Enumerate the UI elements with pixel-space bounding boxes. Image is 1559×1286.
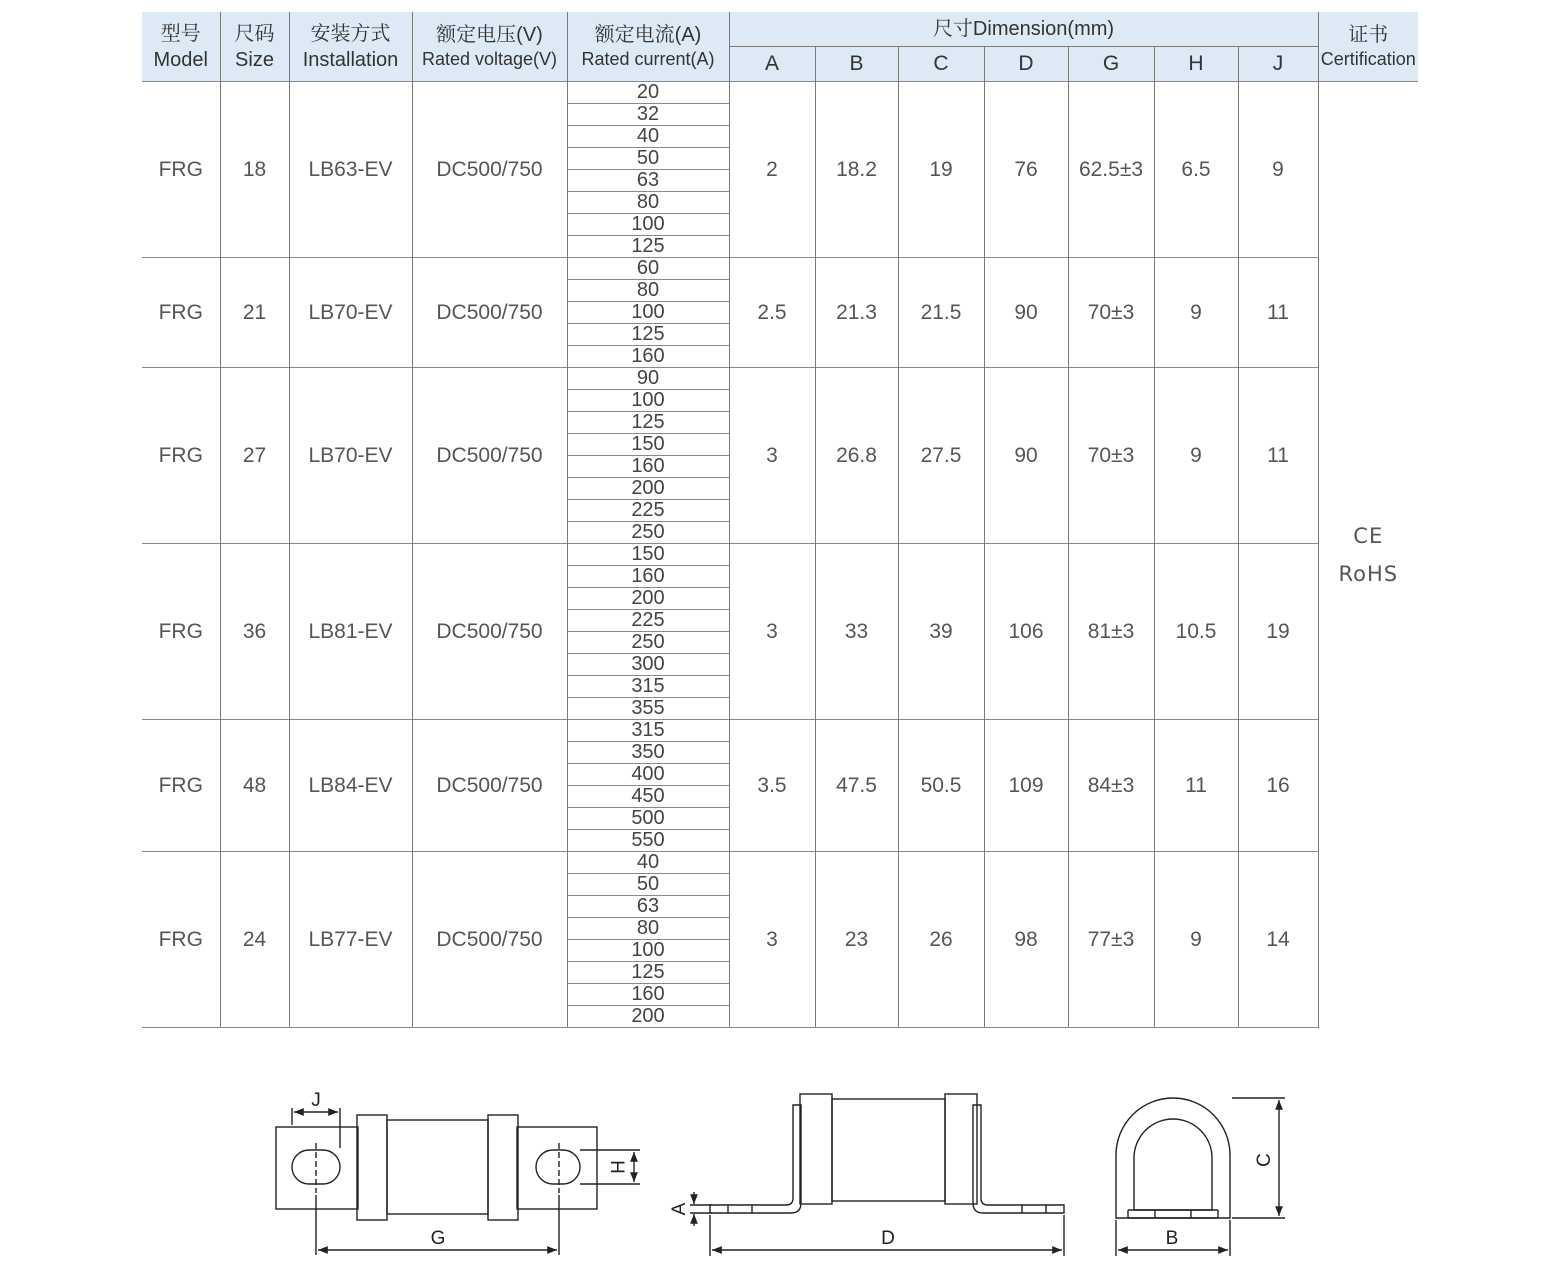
header-installation-cn: 安装方式 <box>310 22 391 45</box>
current-value: 100 <box>568 213 729 235</box>
header-voltage-en: Rated voltage(V) <box>421 48 558 69</box>
cell-dim-d: 106 <box>984 544 1068 720</box>
current-value: 500 <box>568 807 729 829</box>
current-value: 63 <box>568 895 729 917</box>
current-value: 80 <box>568 279 729 301</box>
cell-size: 21 <box>220 258 289 368</box>
cell-dim-a: 2.5 <box>729 258 815 368</box>
cell-dim-h: 6.5 <box>1154 82 1238 258</box>
cell-dim-h: 11 <box>1154 720 1238 852</box>
cell-size: 24 <box>220 852 289 1028</box>
right-blade <box>517 1127 597 1209</box>
current-value: 100 <box>568 939 729 961</box>
cell-dim-g: 77±3 <box>1068 852 1154 1028</box>
cell-dim-c: 19 <box>898 82 984 258</box>
cell-dim-g: 62.5±3 <box>1068 82 1154 258</box>
header-certification-cn: 证书 <box>1348 23 1389 46</box>
current-value: 355 <box>568 697 729 719</box>
current-value: 40 <box>568 125 729 147</box>
label-a: A <box>669 1202 691 1216</box>
cell-rated-currents <box>567 720 729 852</box>
header-size-cn: 尺码 <box>234 22 275 45</box>
current-value: 50 <box>568 147 729 169</box>
right-slot <box>536 1150 580 1184</box>
cell-voltage: DC500/750 <box>412 368 567 544</box>
right-terminal <box>973 1105 1064 1213</box>
cell-size: 18 <box>220 82 289 258</box>
cell-dim-c: 39 <box>898 544 984 720</box>
current-value: 20 <box>636 81 660 103</box>
header-model <box>142 12 220 82</box>
cell-dim-d: 98 <box>984 852 1068 1028</box>
header-model-cn: 型号 <box>160 22 201 45</box>
table-row <box>142 258 1418 368</box>
current-value: 315 <box>631 719 665 741</box>
header-installation <box>289 12 412 82</box>
cell-dim-j: 14 <box>1238 852 1318 1028</box>
cell-model: FRG <box>142 258 220 368</box>
cell-dim-b: 26.8 <box>815 368 898 544</box>
cell-voltage: DC500/750 <box>412 258 567 368</box>
cell-dim-a: 3 <box>729 544 815 720</box>
header-dim-b: B <box>815 47 898 82</box>
left-blade <box>276 1127 358 1209</box>
table-row <box>142 852 1418 1028</box>
label-h: H <box>605 1160 627 1174</box>
cell-model: FRG <box>142 852 220 1028</box>
cell-dim-j: 11 <box>1238 368 1318 544</box>
cell-dim-b: 47.5 <box>815 720 898 852</box>
cell-rated-currents <box>567 544 729 720</box>
cell-dim-g: 70±3 <box>1068 368 1154 544</box>
cell-dim-b: 21.3 <box>815 258 898 368</box>
cell-dim-a: 3 <box>729 368 815 544</box>
cell-size: 36 <box>220 544 289 720</box>
current-list <box>568 82 729 257</box>
current-list <box>568 720 729 851</box>
cell-dim-d: 90 <box>984 258 1068 368</box>
current-value: 250 <box>568 521 729 543</box>
current-value: 250 <box>568 631 729 653</box>
cell-installation: LB77-EV <box>289 852 412 1028</box>
dimension-drawings <box>0 1060 1559 1286</box>
current-list <box>568 544 729 719</box>
cell-dim-j: 16 <box>1238 720 1318 852</box>
header-dim-h: H <box>1154 47 1238 82</box>
right-cap <box>488 1115 518 1220</box>
current-value: 32 <box>568 103 729 125</box>
table-row <box>142 82 1418 258</box>
header-current-en: Rated current(A) <box>581 48 715 69</box>
current-value: 160 <box>568 345 729 367</box>
current-value: 225 <box>568 609 729 631</box>
current-value: 125 <box>568 961 729 983</box>
current-value: 80 <box>568 917 729 939</box>
cell-certification <box>1318 82 1418 1028</box>
current-value: 63 <box>568 169 729 191</box>
cell-size: 27 <box>220 368 289 544</box>
current-value: 100 <box>568 389 729 411</box>
header-dim-j: J <box>1238 47 1318 82</box>
current-value: 50 <box>568 873 729 895</box>
current-value: 125 <box>568 323 729 345</box>
spec-table-body <box>142 82 1418 1028</box>
cell-model: FRG <box>142 720 220 852</box>
current-value: 315 <box>568 675 729 697</box>
cell-voltage: DC500/750 <box>412 852 567 1028</box>
cell-installation: LB70-EV <box>289 368 412 544</box>
cell-dim-g: 84±3 <box>1068 720 1154 852</box>
side-body <box>832 1099 945 1201</box>
label-b: B <box>1165 1228 1179 1249</box>
fuse-side-view <box>690 1094 1064 1256</box>
current-value: 160 <box>568 565 729 587</box>
cell-dim-c: 50.5 <box>898 720 984 852</box>
current-value: 150 <box>568 433 729 455</box>
header-dim-a: A <box>729 47 815 82</box>
header-installation-en: Installation <box>302 48 399 71</box>
header-size-en: Size <box>235 48 274 71</box>
label-j: J <box>311 1090 321 1111</box>
cell-dim-c: 21.5 <box>898 258 984 368</box>
cell-installation: LB70-EV <box>289 258 412 368</box>
header-size <box>220 12 289 82</box>
cell-voltage: DC500/750 <box>412 544 567 720</box>
current-value: 150 <box>631 543 665 565</box>
label-g: G <box>430 1228 446 1249</box>
cell-dim-j: 9 <box>1238 82 1318 258</box>
cell-rated-currents <box>567 852 729 1028</box>
cell-installation: LB81-EV <box>289 544 412 720</box>
current-list <box>568 258 729 367</box>
current-value: 160 <box>568 983 729 1005</box>
current-value: 125 <box>568 235 729 257</box>
current-value: 225 <box>568 499 729 521</box>
header-voltage <box>412 12 567 82</box>
cell-dim-g: 70±3 <box>1068 258 1154 368</box>
spec-table <box>142 12 1418 1028</box>
current-list <box>568 368 729 543</box>
end-outer-profile <box>1116 1098 1230 1218</box>
cell-dim-a: 3 <box>729 852 815 1028</box>
cell-dim-j: 19 <box>1238 544 1318 720</box>
cell-voltage: DC500/750 <box>412 720 567 852</box>
cell-dim-h: 10.5 <box>1154 544 1238 720</box>
table-row <box>142 720 1418 852</box>
cell-installation: LB84-EV <box>289 720 412 852</box>
cell-dim-b: 23 <box>815 852 898 1028</box>
current-value: 200 <box>568 587 729 609</box>
cell-dim-d: 76 <box>984 82 1068 258</box>
current-value: 550 <box>568 829 729 851</box>
current-value: 300 <box>568 653 729 675</box>
end-inner-profile <box>1134 1119 1212 1210</box>
current-value: 60 <box>636 257 660 279</box>
cell-dim-h: 9 <box>1154 368 1238 544</box>
side-left-cap <box>800 1094 832 1204</box>
cell-model: FRG <box>142 544 220 720</box>
cell-dim-h: 9 <box>1154 852 1238 1028</box>
cell-dim-d: 90 <box>984 368 1068 544</box>
cell-dim-d: 109 <box>984 720 1068 852</box>
certification-mark: CE <box>1353 523 1384 548</box>
current-value: 40 <box>636 851 660 873</box>
header-dim-g: G <box>1068 47 1154 82</box>
certification-mark: RoHS <box>1338 561 1399 586</box>
current-value: 200 <box>568 477 729 499</box>
cell-dim-a: 2 <box>729 82 815 258</box>
header-model-en: Model <box>153 48 208 71</box>
header-current <box>567 12 729 82</box>
cell-installation: LB63-EV <box>289 82 412 258</box>
current-value: 160 <box>568 455 729 477</box>
fuse-top-view <box>276 1108 640 1255</box>
current-value: 80 <box>568 191 729 213</box>
cell-dim-g: 81±3 <box>1068 544 1154 720</box>
header-certification <box>1318 12 1418 82</box>
side-right-cap <box>945 1094 977 1204</box>
current-value: 90 <box>636 367 660 389</box>
current-list <box>568 852 729 1027</box>
current-value: 450 <box>568 785 729 807</box>
cell-dim-c: 27.5 <box>898 368 984 544</box>
header-dim-d: D <box>984 47 1068 82</box>
cell-dim-b: 18.2 <box>815 82 898 258</box>
fuse-end-view <box>1116 1098 1285 1256</box>
current-value: 125 <box>568 411 729 433</box>
current-value: 200 <box>568 1005 729 1027</box>
cell-dim-c: 26 <box>898 852 984 1028</box>
header-voltage-cn: 额定电压(V) <box>436 23 543 46</box>
cell-rated-currents <box>567 368 729 544</box>
cell-rated-currents <box>567 258 729 368</box>
fuse-body <box>387 1120 488 1214</box>
current-value: 350 <box>568 741 729 763</box>
header-dim-c: C <box>898 47 984 82</box>
current-value: 400 <box>568 763 729 785</box>
left-cap <box>357 1115 387 1220</box>
header-dimension: 尺寸Dimension(mm) <box>729 12 1318 47</box>
cell-dim-j: 11 <box>1238 258 1318 368</box>
cell-model: FRG <box>142 82 220 258</box>
label-d: D <box>881 1228 895 1249</box>
cell-voltage: DC500/750 <box>412 82 567 258</box>
current-value: 100 <box>568 301 729 323</box>
left-terminal <box>710 1105 801 1213</box>
cell-model: FRG <box>142 368 220 544</box>
cell-dim-h: 9 <box>1154 258 1238 368</box>
table-row <box>142 368 1418 544</box>
cell-size: 48 <box>220 720 289 852</box>
header-certification-en: Certification <box>1320 48 1416 69</box>
cell-dim-b: 33 <box>815 544 898 720</box>
table-row <box>142 544 1418 720</box>
cell-rated-currents <box>567 82 729 258</box>
header-current-cn: 额定电流(A) <box>594 23 702 46</box>
cell-dim-a: 3.5 <box>729 720 815 852</box>
label-c: C <box>1254 1153 1276 1167</box>
